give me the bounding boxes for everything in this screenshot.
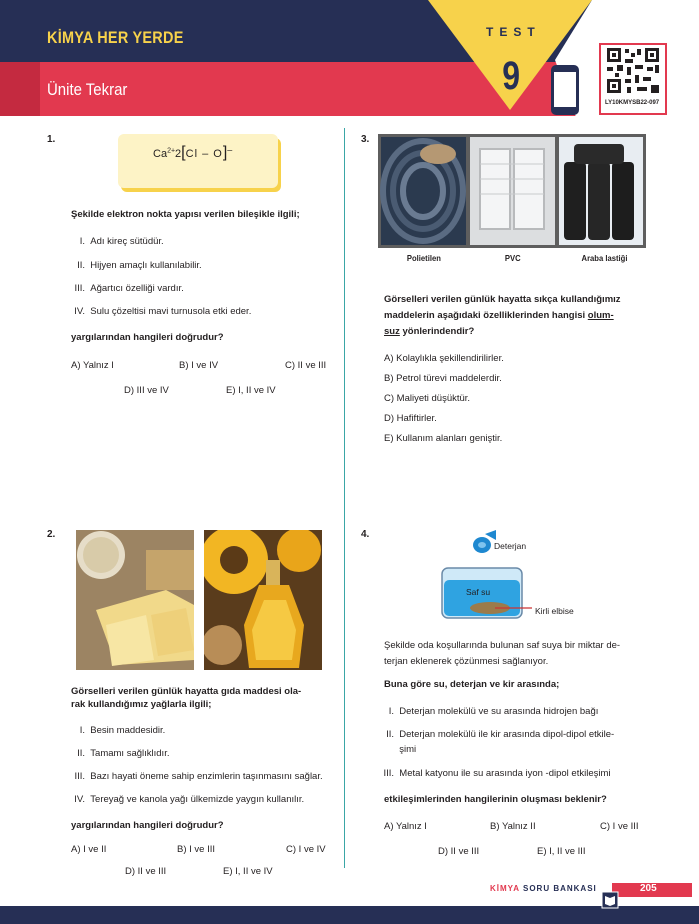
q1-item-4: IV. Sulu çözeltisi mavi turnusola etki eder. xyxy=(74,306,252,317)
q3-image-strip xyxy=(378,134,646,248)
q2-item-1: I. Besin maddesidir. xyxy=(79,725,166,736)
q1-option-e[interactable]: E) I, II ve IV xyxy=(226,385,276,396)
qr-pattern-icon xyxy=(601,45,665,97)
q4-item-1: I. Deterjan molekülü ve su arasında hidrojen bağı xyxy=(388,706,599,717)
q1-cation: Ca xyxy=(153,148,168,160)
q1-anion: Cl – O xyxy=(185,148,223,160)
q4-option-b[interactable]: B) Yalnız II xyxy=(490,821,536,832)
q4-option-e[interactable]: E) I, II ve III xyxy=(537,846,586,857)
butter-image xyxy=(76,530,194,670)
q4-item-3: III. Metal katyonu ile su arasında iyon -dipol etkileşimi xyxy=(383,768,611,779)
q1-formula: $Ca^{2+}2[Cl - O]^-$ xyxy=(153,144,233,161)
q2-option-e[interactable]: E) I, II ve IV xyxy=(223,866,273,877)
q4-option-a[interactable]: A) Yalnız I xyxy=(384,821,427,832)
q1-option-a[interactable]: A) Yalnız I xyxy=(71,360,114,371)
q3-option-b[interactable]: B) Petrol türevi maddelerdir. xyxy=(384,373,502,384)
oil-image xyxy=(204,530,322,670)
test-badge-triangle xyxy=(0,0,699,130)
phone-screen xyxy=(554,72,576,107)
qr-code-label: LY10KMYSB22-097 xyxy=(605,100,660,106)
q3-option-c[interactable]: C) Maliyeti düşüktür. xyxy=(384,393,471,404)
q1-stem: Şekilde elektron nokta yapısı verilen bileşikle ilgili; xyxy=(71,209,300,220)
unit-title: Ünite Tekrar xyxy=(47,80,128,99)
q3-option-e[interactable]: E) Kullanım alanları geniştir. xyxy=(384,433,503,444)
q2-option-c[interactable]: C) I ve IV xyxy=(286,844,326,855)
q1-anion-charge: – xyxy=(227,144,233,155)
q3-stem-line2: maddelerin aşağıdaki özelliklerinden hangisi olum- xyxy=(384,310,614,321)
q4-option-d[interactable]: D) II ve III xyxy=(438,846,480,857)
q1-coefficient: 2 xyxy=(175,148,182,160)
q2-stem-line2: rak kullandığımız yağlarla ilgili; xyxy=(71,699,212,710)
q1-option-c[interactable]: C) II ve III xyxy=(285,360,327,371)
q2-number: 2. xyxy=(47,529,56,540)
q4-number: 4. xyxy=(361,529,370,540)
book-icon xyxy=(600,890,620,910)
q2-option-b[interactable]: B) I ve III xyxy=(177,844,216,855)
caption-tire: Araba lastiği xyxy=(581,253,628,263)
q1-cation-charge: 2+ xyxy=(167,147,176,155)
q1-item-2: II. Hijyen amaçlı kullanılabilir. xyxy=(77,260,202,271)
test-label: TEST xyxy=(486,25,541,39)
label-dirty-cloth: Kirli elbise xyxy=(535,606,574,616)
q3-option-d[interactable]: D) Hafiftirler. xyxy=(384,413,437,424)
brand-title: KİMYA HER YERDE xyxy=(47,28,184,47)
test-number: 9 xyxy=(502,54,521,98)
q1-option-b[interactable]: B) I ve IV xyxy=(179,360,219,371)
q1-question: yargılarından hangileri doğrudur? xyxy=(71,332,224,343)
q2-item-4: IV. Tereyağ ve kanola yağı ülkemizde yaygın kullanılır. xyxy=(74,794,305,805)
footer-brand: KİMYA SORU BANKASI xyxy=(490,884,597,893)
caption-polietilen: Polietilen xyxy=(406,253,441,263)
q3-stem-line3: suz yönlerindendir? xyxy=(384,326,475,337)
q4-stem-bold: Buna göre su, deterjan ve kir arasında; xyxy=(384,679,560,690)
q4-question: etkileşimlerinden hangilerinin oluşması beklenir? xyxy=(384,794,607,805)
q2-stem-line1: Görselleri verilen günlük hayatta gıda maddesi ola- xyxy=(71,686,302,697)
column-divider xyxy=(344,128,345,868)
caption-pvc: PVC xyxy=(504,253,521,263)
q2-item-3: III. Bazı hayati öneme sahip enzimlerin taşınmasını sağlar. xyxy=(74,771,323,782)
q2-option-a[interactable]: A) I ve II xyxy=(71,844,107,855)
label-water: Saf su xyxy=(466,587,491,597)
q1-item-3: III. Ağartıcı özelliği vardır. xyxy=(74,283,184,294)
q3-stem-line1: Görselleri verilen günlük hayatta sıkça kullandığımız xyxy=(384,294,621,305)
q1-item-1: I. Adı kireç sütüdür. xyxy=(79,236,164,247)
page-number: 205 xyxy=(640,883,657,894)
q2-option-d[interactable]: D) II ve III xyxy=(125,866,167,877)
q3-option-a[interactable]: A) Kolaylıkla şekillendirilirler. xyxy=(384,353,504,364)
q2-question: yargılarından hangileri doğrudur? xyxy=(71,820,224,831)
q1-number: 1. xyxy=(47,134,56,145)
q4-option-c[interactable]: C) I ve III xyxy=(600,821,639,832)
label-detergent: Deterjan xyxy=(494,541,527,551)
q1-option-d[interactable]: D) III ve IV xyxy=(124,385,169,396)
q4-item-2: II. Deterjan molekülü ile kir arasında dipol-dipol etkile- xyxy=(386,729,615,740)
footer-bar xyxy=(0,906,699,924)
q4-item-2-cont: şimi xyxy=(399,744,417,755)
q4-stem-line1: Şekilde oda koşullarında bulunan saf suya bir miktar de- xyxy=(384,640,621,651)
q3-number: 3. xyxy=(361,134,370,145)
q4-stem-line2: terjan eklenerek çözünmesi sağlanıyor. xyxy=(384,656,549,667)
q2-item-2: II. Tamamı sağlıklıdır. xyxy=(77,748,170,759)
